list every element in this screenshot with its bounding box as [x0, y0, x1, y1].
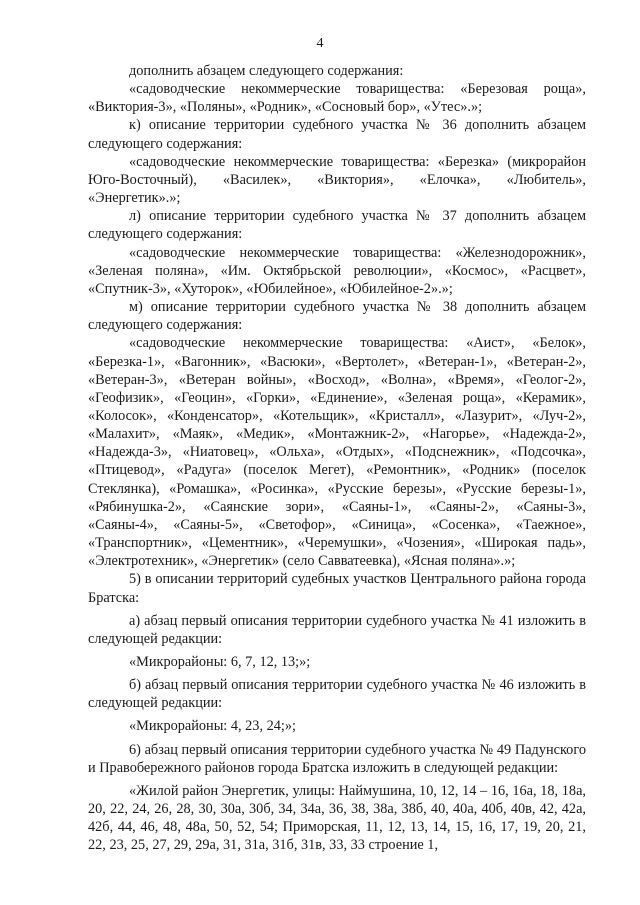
paragraph: «садоводческие некоммерческие товарищества: «Березовая роща», «Виктория-3», «Поляны», «Родник», «Сосновый бор», «Утес».»; [88, 81, 586, 116]
paragraph: «Микрорайоны: 4, 23, 24;»; [129, 718, 296, 735]
paragraph: л) описание территории судебного участка № 37 дополнить абзацем следующего содержания: [88, 208, 586, 243]
paragraph: б) абзац первый описания территории судебного участка № 46 изложить в следующей редакции: [88, 677, 586, 712]
paragraph: 5) в описании территорий судебных участков Центрального района города Братска: [88, 571, 586, 606]
paragraph: «садоводческие некоммерческие товарищества: «Березка» (микрорайон Юго-Восточный), «Василек», «Виктория», «Елочка», «Любитель», «Энергетик».»; [88, 153, 586, 207]
paragraph: «садоводческие некоммерческие товарищества: «Аист», «Белок», «Березка-1», «Вагонник», «Васюки», «Вертолет», «Ветеран-1», «Ветеран-2», «Ветеран-3», «Ветеран войны», «Восход», «Волна», «Время», «Геолог-2», «Геофизик», «Геоцин», «Горки», «Единение», «Зеленая роща», «Керамик», «Колосок», «Конденсатор», «Котельщик», «Кристалл», «Лазурит», «Луч-2», «Малахит», «Маяк», «Медик», «Монтажник-2», «Нагорье», «Надежда-2», «Надежда-3», «Ниатовец», «Ольха», «Отдых», «Подснежник», «Подсочка», «Птицевод», «Радуга» (поселок Мегет), «Ремонтник», «Родник» (поселок Стеклянка), «Ромашка», «Росинка», «Русские березы», «Русские березы-1», «Рябинушка-2», «Саянские зори», «Саяны-1», «Саяны-2», «Саяны-3», «Саяны-4», «Саяны-5», «Светофор», «Синица», «Сосенка», «Таежное», «Транспортник», «Цементник», «Черемушки», «Чозения», «Широкая падь», «Электротехник», «Энергетик» (село Савватеевка), «Ясная поляна».»; [88, 335, 586, 570]
paragraph: дополнить абзацем следующего содержания: [129, 63, 404, 79]
page-number: 4 [316, 36, 324, 51]
paragraph: а) абзац первый описания территории судебного участка № 41 изложить в следующей редакции: [88, 612, 586, 647]
paragraph: м) описание территории судебного участка № 38 дополнить абзацем следующего содержания: [88, 299, 586, 334]
paragraph: «Микрорайоны: 6, 7, 12, 13;»; [129, 654, 311, 670]
paragraph: «Жилой район Энергетик, улицы: Наймушина, 10, 12, 14 – 16, 16а, 18, 18а, 20, 22, 24, 26, 28, 30, 30а, 30б, 34, 34а, 36, 38, 38а, 38б, 40, 40а, 40б, 40в, 42, 42а, 42б, 44, 46, 48, 48а, 50, 52, 54; Приморская, 11, 12, 13, 14, 15, 16, 17, 19, 20, 21, 22, 23, 25, 27, 29, 29а, 31, 31а, 31б, 31в, 33, 33 строение 1, [88, 782, 586, 854]
paragraph: «садоводческие некоммерческие товарищества: «Железнодорожник», «Зеленая поляна», «Им. Октябрьской революции», «Космос», «Расцвет», «Спутник-3», «Хуторок», «Юбилейное», «Юбилейное-2».»; [88, 244, 586, 297]
paragraph: 6) абзац первый описания территории судебного участка № 49 Падунского и Правобережного районов города Братска изложить в следующей редакции: [88, 741, 586, 776]
document-body [88, 62, 586, 855]
paragraph: к) описание территории судебного участка № 36 дополнить абзацем следующего содержания: [88, 117, 586, 152]
